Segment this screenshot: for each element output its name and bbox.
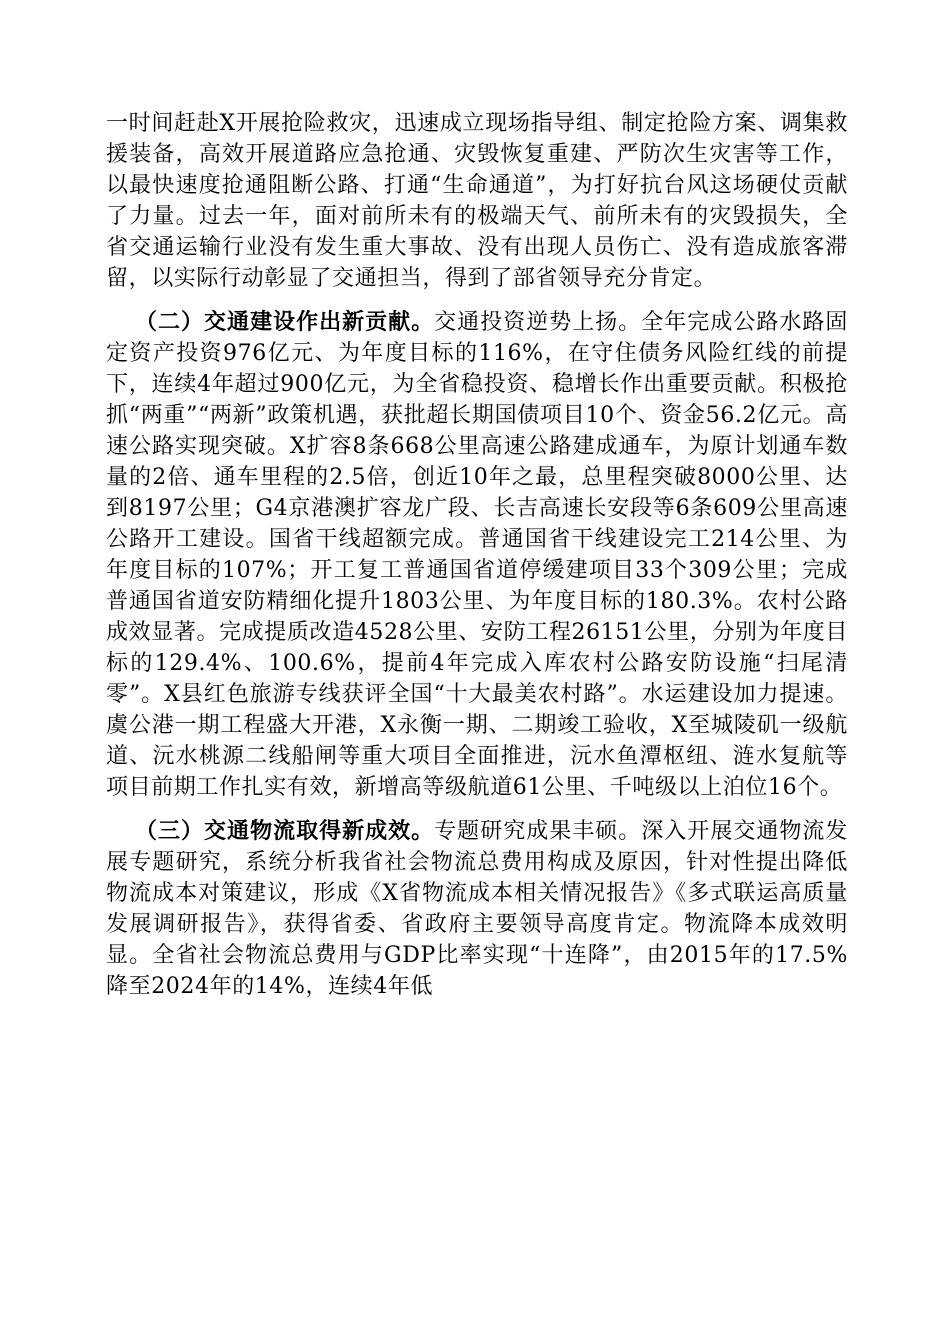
paragraph-text: 一时间赶赴X开展抢险救灾，迅速成立现场指导组、制定抢险方案、调集救援装备，高效开展道路应急抢通、灾毁恢复重建、严防次生灾害等工作，以最快速度抢通阻断公路、打通“生命通道”，为打好抗台风这场硬仗贡献了力量。过去一年，面对前所未有的极端天气、前所未有的灾毁损失，全省交通运输行业没有发生重大事故、没有出现人员伤亡、没有造成旅客滞留，以实际行动彰显了交通担当，得到了部省领导充分肯定。 [106,111,848,291]
paragraph-text: 交通投资逆势上扬。全年完成公路水路固定资产投资976亿元、为年度目标的116%，在守住债务风险红线的前提下，连续4年超过900亿元，为全省稳投资、稳增长作出重要贡献。积极抢抓“两重”“两新”政策机遇，获批超长期国债项目10个、资金56.2亿元。高速公路实现突破。X扩容8条668公里高速公路建成通车，为原计划通车数量的2倍、通车里程的2.5倍，创近10年之最，总里程突破8000公里、达到8197公里；G4京港澳扩容龙广段、长吉高速长安段等6条609公里高速公路开工建设。国省干线超额完成。普通国省干线建设完工214公里、为年度目标的107%；开工复工普通国省道停缓建项目33个309公里；完成普通国省道安防精细化提升1803公里、为年度目标的180.3%。农村公路成效显著。完成提质改造4528公里、安防工程26151公里，分别为年度目标的129.4%、100.6%，提前4年完成入库农村公路安防设施“扫尾清零”。X县红色旅游专线获评全国“十大最美农村路”。水运建设加力提速。虞公港一期工程盛大开港，X永衡一期、二期竣工验收，X至城陵矶一级航道、沅水桃源二线船闸等重大项目全面推进，沅水鱼潭枢纽、涟水复航等项目前期工作扎实有效，新增高等级航道61公里、千吨级以上泊位16个。 [106,310,848,800]
paragraph-disaster-relief [106,108,848,294]
section-heading-logistics: （三）交通物流取得新成效。 [135,818,435,844]
paragraph-transport-logistics [106,816,848,1002]
document-page [106,108,848,1015]
paragraph-text: 专题研究成果丰硕。深入开展交通物流发展专题研究，系统分析我省社会物流总费用构成及原因，针对性提出降低物流成本对策建议，形成《X省物流成本相关情况报告》《多式联运高质量发展调研报告》，获得省委、省政府主要领导高度肯定。物流降本成效明显。全省社会物流总费用与GDP比率实现“十连降”，由2015年的17.5%降至2024年的14%，连续4年低 [106,819,848,999]
paragraph-transport-construction [106,307,848,803]
section-heading-construction: （二）交通建设作出新贡献。 [135,309,435,335]
